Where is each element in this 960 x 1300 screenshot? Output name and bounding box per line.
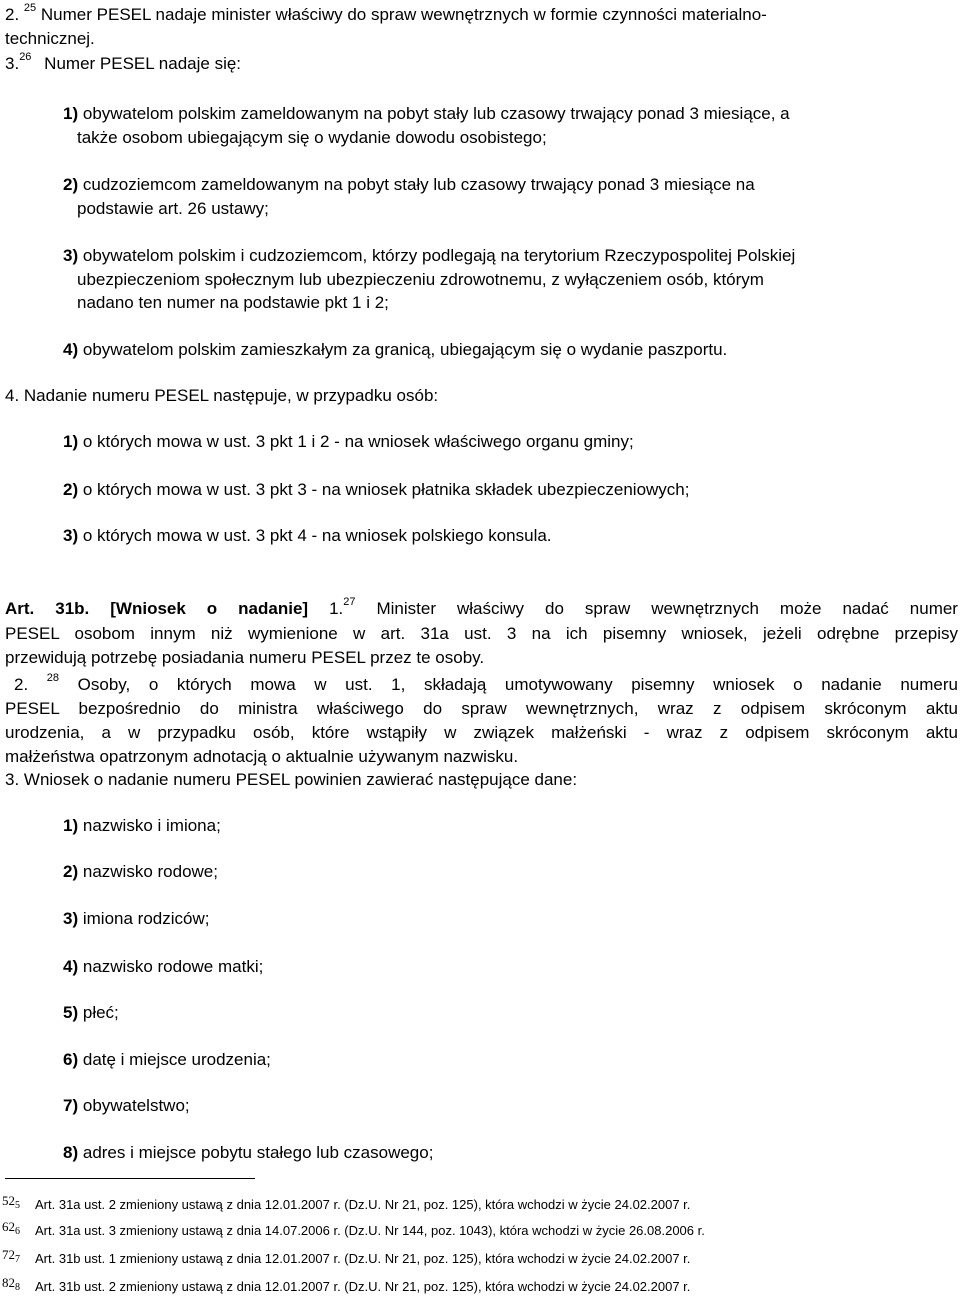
item-number: 2) — [63, 480, 79, 499]
item-number: 1) — [63, 432, 79, 451]
list-item — [63, 339, 727, 361]
list-item — [63, 1095, 190, 1117]
item-text: imiona rodziców; — [82, 909, 210, 928]
article-31b-line-3: przewidują potrzebę posiadania numeru PESEL przez te osoby. — [5, 648, 485, 667]
article-31b-unit-2-line-3: urodzenia, a w przypadku osób, które wstąpiły w związek małżeński - wraz z odpisem skróconym aktu — [5, 723, 958, 742]
unit-text: Osoby, o których mowa w ust. 1, składają umotywowany pisemny wniosek o nadanie numeru — [77, 675, 958, 694]
footnote-text: Art. 31a ust. 3 zmieniony ustawą z dnia 14.07.2006 r. (Dz.U. Nr 144, poz. 1043), która wchodzi w życie 26.08.2006 r. — [35, 1223, 705, 1238]
article-heading: Art. 31b. [Wniosek o nadanie] — [5, 599, 309, 618]
paragraph-2-line-2: technicznej. — [5, 29, 95, 48]
item-text: cudzoziemcom zameldowanym na pobyt stały lub czasowy trwający ponad 3 miesiące na — [82, 175, 755, 194]
list-item — [63, 861, 218, 883]
item-text: o których mowa w ust. 3 pkt 3 - na wniosek płatnika składek ubezpieczeniowych; — [82, 480, 690, 499]
list-item — [63, 1002, 119, 1024]
item-text: datę i miejsce urodzenia; — [82, 1050, 271, 1069]
unit-text: Minister właściwy do spraw wewnętrznych może nadać numer — [376, 599, 958, 618]
list-item — [63, 245, 795, 267]
article-31b-unit-2-line-2: PESEL bezpośrednio do ministra właściwego do spraw wewnętrznych, wraz z odpisem skróconym aktu — [5, 699, 958, 718]
item-text: o których mowa w ust. 3 pkt 4 - na wniosek polskiego konsula. — [82, 526, 552, 545]
list-item-continuation: także osobom ubiegającym się o wydanie dowodu osobistego; — [77, 128, 547, 147]
footnote-marker: $52_5$ — [2, 1193, 20, 1211]
list-item-continuation: ubezpieczeniom społecznym lub ubezpieczeniu zdrowotnemu, z wyłączeniem osób, którym — [77, 270, 764, 289]
footnote-marker: $82_8$ — [2, 1275, 20, 1293]
item-number: 4) — [63, 340, 79, 359]
item-number: 8) — [63, 1143, 79, 1162]
list-item — [63, 103, 790, 125]
paragraph-text: Numer PESEL nadaje minister właściwy do spraw wewnętrznych w formie czynności materialno- — [40, 5, 767, 24]
unit-number: 1. — [329, 599, 344, 618]
list-item-continuation: nadano ten numer na podstawie pkt 1 i 2; — [77, 293, 389, 312]
footnote-text: Art. 31b ust. 2 zmieniony ustawą z dnia 12.01.2007 r. (Dz.U. Nr 21, poz. 125), która wchodzi w życie 24.02.2007 r. — [35, 1279, 691, 1294]
list-item — [63, 431, 634, 453]
list-item — [63, 956, 263, 978]
unit-number: 2. — [14, 675, 29, 694]
paragraph-4-intro: 4. Nadanie numeru PESEL następuje, w przypadku osób: — [5, 386, 439, 405]
item-number: 6) — [63, 1050, 79, 1069]
item-number: 2) — [63, 862, 79, 881]
item-number: 2) — [63, 175, 79, 194]
item-number: 4) — [63, 957, 79, 976]
list-item — [63, 525, 552, 547]
item-text: obywatelom polskim zameldowanym na pobyt stały lub czasowy trwający ponad 3 miesiące, a — [82, 104, 790, 123]
list-item — [63, 479, 690, 501]
paragraph-text: Numer PESEL nadaje się: — [44, 54, 242, 73]
item-text: nazwisko rodowe; — [82, 862, 218, 881]
article-31b-unit-2-line-1 — [14, 673, 958, 697]
item-text: o których mowa w ust. 3 pkt 1 i 2 - na wniosek właściwego organu gminy; — [82, 432, 634, 451]
list-item — [63, 908, 209, 930]
list-item — [63, 1049, 271, 1071]
footnote-ref: 25 — [23, 2, 37, 15]
item-number: 5) — [63, 1003, 79, 1022]
item-text: obywatelstwo; — [82, 1096, 190, 1115]
item-number: 1) — [63, 104, 79, 123]
item-number: 3) — [63, 526, 79, 545]
footnote-marker: $62_6$ — [2, 1219, 20, 1237]
item-text: obywatelom polskim i cudzoziemcom, którzy podlegają na terytorium Rzeczypospolitej Polskiej — [82, 246, 796, 265]
footnote-ref: 26 — [19, 51, 32, 64]
item-number: 1) — [63, 816, 79, 835]
footnote-text: Art. 31b ust. 1 zmieniony ustawą z dnia 12.01.2007 r. (Dz.U. Nr 21, poz. 125), która wchodzi w życie 24.02.2007 r. — [35, 1251, 691, 1266]
footnote-marker: $72_7$ — [2, 1247, 20, 1265]
footnote-ref: 27 — [343, 596, 356, 609]
list-item — [63, 815, 221, 837]
footnote-text: Art. 31a ust. 2 zmieniony ustawą z dnia 12.01.2007 r. (Dz.U. Nr 21, poz. 125), która wchodzi w życie 24.02.2007 r. — [35, 1197, 691, 1212]
item-text: adres i miejsce pobytu stałego lub czasowego; — [82, 1143, 434, 1162]
footnote-separator — [5, 1178, 255, 1179]
article-31b-unit-3: 3. Wniosek o nadanie numeru PESEL powinien zawierać następujące dane: — [5, 770, 578, 789]
footnote-ref: 28 — [46, 672, 60, 685]
item-text: obywatelom polskim zamieszkałym za granicą, ubiegającym się o wydanie paszportu. — [82, 340, 728, 359]
article-31b-line-2: PESEL osobom innym niż wymienione w art. 31a ust. 3 na ich pisemny wniosek, jeżeli odrębne przepisy — [5, 624, 958, 643]
item-text: nazwisko i imiona; — [82, 816, 221, 835]
item-number: 3) — [63, 246, 79, 265]
paragraph-number: 2. — [5, 5, 20, 24]
paragraph-2-line-1 — [5, 4, 767, 26]
list-item-continuation: podstawie art. 26 ustawy; — [77, 199, 269, 218]
paragraph-number: 3. — [5, 54, 20, 73]
paragraph-3-intro — [5, 53, 241, 75]
item-number: 7) — [63, 1096, 79, 1115]
item-text: nazwisko rodowe matki; — [82, 957, 264, 976]
article-31b-unit-2-line-4: małżeństwa opatrzonym adnotacją o aktualnie używanym nazwisku. — [5, 747, 519, 766]
item-number: 3) — [63, 909, 79, 928]
list-item — [63, 174, 755, 196]
item-text: płeć; — [82, 1003, 119, 1022]
list-item — [63, 1142, 433, 1164]
article-31b-line-1 — [5, 597, 958, 621]
